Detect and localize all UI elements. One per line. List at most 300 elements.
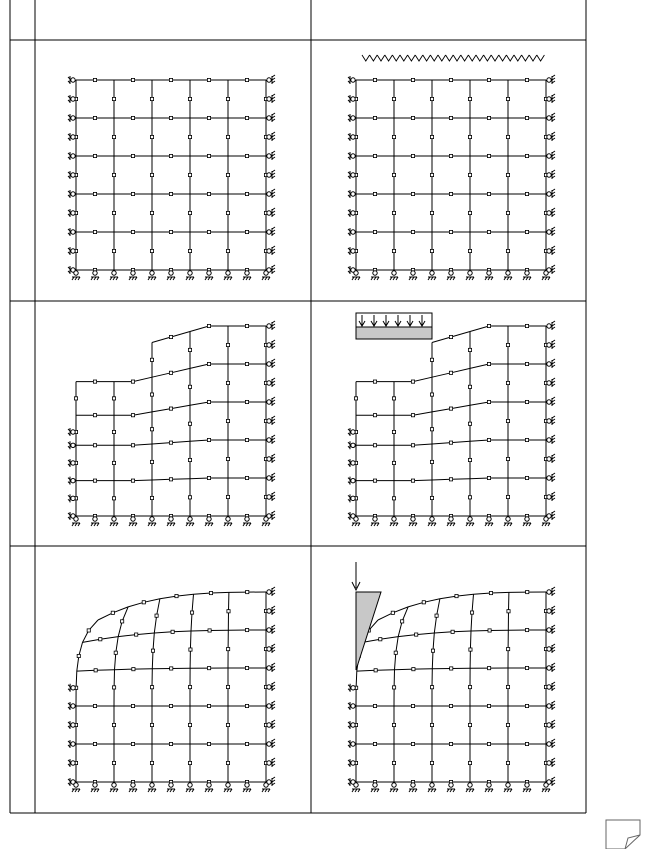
fixed-support-icon — [267, 400, 271, 404]
fixed-support-icon — [267, 628, 271, 632]
pin-support-icon — [264, 517, 268, 521]
mesh-node — [392, 211, 395, 214]
mesh-node — [373, 444, 376, 447]
pin-support-icon — [74, 271, 78, 275]
mesh-node — [245, 78, 248, 81]
mesh-node — [506, 457, 509, 460]
mesh-node — [392, 761, 395, 764]
roller-support-icon — [71, 116, 75, 120]
mesh-node — [392, 135, 395, 138]
mesh-node — [169, 154, 172, 157]
mesh-node — [449, 78, 452, 81]
mesh-node — [392, 497, 395, 500]
mesh-node — [99, 638, 102, 641]
mesh-node — [93, 704, 96, 707]
mesh-node — [169, 704, 172, 707]
mesh-node — [468, 173, 471, 176]
figure-r3-right — [348, 562, 555, 792]
mesh-node — [245, 742, 248, 745]
roller-support-icon — [71, 461, 75, 465]
mesh-node — [207, 362, 210, 365]
pin-support-icon — [112, 783, 116, 787]
mesh-node — [112, 497, 115, 500]
pin-support-icon — [245, 271, 249, 275]
fixed-support-icon — [547, 78, 551, 82]
pin-support-icon — [112, 271, 116, 275]
mesh-node — [526, 590, 529, 593]
mesh-node — [93, 116, 96, 119]
fixed-support-icon — [547, 742, 551, 746]
figure-r1-right — [348, 55, 555, 280]
pin-support-icon — [226, 517, 230, 521]
nodes — [74, 324, 267, 517]
pin-support-icon — [449, 517, 453, 521]
load-arrow-icon — [362, 55, 370, 61]
pin-support-icon — [150, 517, 154, 521]
pin-support-icon — [131, 783, 135, 787]
mesh-node — [449, 441, 452, 444]
load-arrow-icon — [430, 55, 438, 61]
mesh-node — [392, 249, 395, 252]
mesh-node — [169, 441, 172, 444]
mesh-node — [245, 324, 248, 327]
mesh-node — [245, 230, 248, 233]
mesh-node — [112, 686, 115, 689]
mesh-node — [487, 78, 490, 81]
mesh-node — [226, 419, 229, 422]
mesh-node — [169, 335, 172, 338]
mesh-node — [506, 495, 509, 498]
mesh-node — [227, 647, 230, 650]
mesh-node — [455, 594, 458, 597]
roller-support-icon — [71, 443, 75, 447]
mesh-node — [430, 135, 433, 138]
mesh-node — [112, 97, 115, 100]
mesh-node — [131, 230, 134, 233]
mesh-node — [468, 249, 471, 252]
fixed-support-icon — [547, 343, 551, 347]
mesh-node — [525, 628, 528, 631]
mesh-node — [245, 438, 248, 441]
roller-support-icon — [71, 135, 75, 139]
mesh-node — [488, 629, 491, 632]
pin-support-icon — [449, 271, 453, 275]
fixed-support-icon — [547, 249, 551, 253]
fixed-support-icon — [547, 438, 551, 442]
mesh-node — [245, 116, 248, 119]
mesh-node — [227, 610, 230, 613]
mesh-node — [112, 211, 115, 214]
mesh-node — [506, 135, 509, 138]
fixed-support-icon — [267, 476, 271, 480]
mesh-node — [487, 476, 490, 479]
mesh-node — [93, 154, 96, 157]
pin-support-icon — [373, 517, 377, 521]
pin-support-icon — [354, 783, 358, 787]
mesh-node — [411, 479, 414, 482]
roller-support-icon — [351, 116, 355, 120]
fixed-support-icon — [547, 230, 551, 234]
pin-support-icon — [468, 271, 472, 275]
mesh-node — [507, 647, 510, 650]
mesh-node — [373, 230, 376, 233]
mesh-node — [468, 385, 471, 388]
mesh-node — [507, 610, 510, 613]
pin-support-icon — [392, 783, 396, 787]
roller-support-icon — [71, 78, 75, 82]
mesh-node — [451, 630, 454, 633]
fixed-support-icon — [547, 419, 551, 423]
surcharge-block — [356, 313, 432, 339]
mesh-node — [87, 629, 90, 632]
mesh-node — [449, 704, 452, 707]
pin-support-icon — [207, 517, 211, 521]
roller-support-icon — [351, 430, 355, 434]
pin-support-icon — [544, 783, 548, 787]
mesh-node — [188, 348, 191, 351]
mesh-node — [169, 478, 172, 481]
mesh-node — [449, 192, 452, 195]
mesh-node — [411, 380, 414, 383]
mesh-node — [415, 633, 418, 636]
mesh-node — [245, 192, 248, 195]
roller-support-icon — [351, 249, 355, 253]
mesh-node — [449, 230, 452, 233]
supports — [68, 587, 275, 792]
pin-support-icon — [354, 517, 358, 521]
mesh-node — [74, 397, 77, 400]
fixed-support-icon — [267, 419, 271, 423]
mesh-col-line — [432, 599, 440, 782]
roller-support-icon — [351, 211, 355, 215]
mesh-node — [77, 654, 80, 657]
supports — [348, 321, 555, 526]
roller-support-icon — [351, 704, 355, 708]
supports — [348, 75, 555, 280]
mesh-node — [487, 230, 490, 233]
mesh-node — [449, 335, 452, 338]
mesh-node — [487, 154, 490, 157]
mesh-node — [525, 476, 528, 479]
mesh-node — [207, 400, 210, 403]
mesh-node — [121, 620, 124, 623]
mesh-node — [111, 611, 114, 614]
pin-support-icon — [93, 271, 97, 275]
mesh-node — [392, 461, 395, 464]
pin-support-icon — [392, 271, 396, 275]
mesh-node — [449, 371, 452, 374]
pin-support-icon — [373, 783, 377, 787]
mesh-node — [112, 249, 115, 252]
fixed-support-icon — [267, 438, 271, 442]
mesh-node — [169, 742, 172, 745]
mesh-node — [207, 230, 210, 233]
pin-support-icon — [264, 271, 268, 275]
mesh-node — [226, 457, 229, 460]
load-triangle — [356, 592, 381, 670]
mesh-col-line — [152, 599, 160, 782]
fixed-support-icon — [267, 192, 271, 196]
roller-support-icon — [351, 742, 355, 746]
pin-support-icon — [544, 517, 548, 521]
load-arrow-icon — [491, 55, 499, 61]
mesh-node — [150, 249, 153, 252]
mesh-node — [411, 444, 414, 447]
fixed-support-icon — [267, 362, 271, 366]
mesh-node — [449, 154, 452, 157]
pin-support-icon — [188, 517, 192, 521]
mesh-node — [112, 461, 115, 464]
mesh-node — [431, 649, 434, 652]
load-arrow-icon — [484, 55, 492, 61]
mesh-node — [506, 173, 509, 176]
mesh-node — [169, 78, 172, 81]
mesh-node — [487, 192, 490, 195]
mesh-node — [411, 78, 414, 81]
roller-support-icon — [351, 478, 355, 482]
mesh-node — [208, 629, 211, 632]
mesh-node — [169, 192, 172, 195]
fixed-support-icon — [267, 666, 271, 670]
mesh-node — [411, 230, 414, 233]
mesh-node — [226, 685, 229, 688]
mesh-node — [226, 97, 229, 100]
fixed-support-icon — [547, 761, 551, 765]
pin-support-icon — [74, 517, 78, 521]
mesh-node — [469, 648, 472, 651]
pin-support-icon — [150, 783, 154, 787]
fixed-support-icon — [267, 97, 271, 101]
mesh — [356, 592, 546, 782]
fixed-support-icon — [267, 173, 271, 177]
mesh-node — [131, 742, 134, 745]
pin-support-icon — [430, 517, 434, 521]
mesh-node — [131, 154, 134, 157]
mesh-node — [150, 460, 153, 463]
load-arrow-icon — [514, 55, 522, 61]
mesh-node — [373, 704, 376, 707]
roller-support-icon — [351, 461, 355, 465]
mesh-node — [373, 414, 376, 417]
mesh-node — [245, 400, 248, 403]
mesh-node — [468, 348, 471, 351]
mesh-row-line — [98, 592, 266, 620]
mesh-node — [188, 723, 191, 726]
mesh-node — [207, 154, 210, 157]
mesh-node — [207, 192, 210, 195]
roller-support-icon — [71, 230, 75, 234]
mesh-node — [401, 620, 404, 623]
mesh-node — [525, 362, 528, 365]
nodes — [354, 590, 547, 783]
mesh-node — [207, 704, 210, 707]
mesh-node — [379, 638, 382, 641]
mesh-node — [245, 704, 248, 707]
mesh-node — [93, 192, 96, 195]
mesh-node — [373, 479, 376, 482]
mesh-node — [392, 430, 395, 433]
mesh-node — [94, 669, 97, 672]
load-arrow-icon — [415, 55, 423, 61]
roller-support-icon — [71, 192, 75, 196]
load-arrow-icon — [499, 55, 507, 61]
mesh-node — [468, 135, 471, 138]
mesh-node — [170, 667, 173, 670]
mesh-node — [354, 397, 357, 400]
load-arrow-icon — [522, 55, 530, 61]
mesh-node — [245, 628, 248, 631]
mesh-node — [226, 343, 229, 346]
mesh-node — [430, 173, 433, 176]
roller-support-icon — [71, 761, 75, 765]
mesh-node — [525, 324, 528, 327]
mesh-node — [245, 666, 248, 669]
mesh-node — [411, 192, 414, 195]
roller-support-icon — [351, 496, 355, 500]
pin-support-icon — [188, 783, 192, 787]
figure-r1-left — [68, 75, 275, 280]
mesh-node — [150, 686, 153, 689]
fixed-support-icon — [547, 362, 551, 366]
mesh-node — [169, 116, 172, 119]
fixed-support-icon — [547, 609, 551, 613]
mesh-node — [169, 230, 172, 233]
mesh-node — [470, 611, 473, 614]
fixed-support-icon — [547, 400, 551, 404]
mesh-node — [411, 154, 414, 157]
mesh-node — [468, 97, 471, 100]
fixed-support-icon — [267, 249, 271, 253]
mesh-node — [93, 414, 96, 417]
pin-support-icon — [411, 783, 415, 787]
mesh-node — [131, 78, 134, 81]
pin-support-icon — [131, 271, 135, 275]
fixed-support-icon — [547, 704, 551, 708]
roller-support-icon — [351, 230, 355, 234]
mesh-row-line — [152, 326, 266, 343]
mesh — [76, 326, 266, 516]
mesh-node — [487, 667, 490, 670]
pin-support-icon — [226, 271, 230, 275]
mesh-node — [131, 704, 134, 707]
load-arrow-icon — [370, 55, 378, 61]
pin-support-icon — [487, 783, 491, 787]
mesh-node — [188, 135, 191, 138]
mesh — [356, 80, 546, 270]
mesh-col-line — [76, 620, 98, 782]
pin-support-icon — [188, 271, 192, 275]
fixed-support-icon — [267, 495, 271, 499]
mesh-node — [525, 438, 528, 441]
mesh-node — [171, 630, 174, 633]
mesh-node — [207, 438, 210, 441]
mesh-node — [487, 704, 490, 707]
mesh-node — [131, 380, 134, 383]
mesh-node — [487, 400, 490, 403]
mesh-node — [169, 407, 172, 410]
mesh-node — [131, 116, 134, 119]
mesh-node — [150, 393, 153, 396]
figure-table-frame — [10, 0, 586, 813]
mesh-node — [150, 173, 153, 176]
mesh-node — [487, 116, 490, 119]
mesh-node — [487, 324, 490, 327]
load-arrow-icon — [408, 55, 416, 61]
roller-support-icon — [351, 723, 355, 727]
mesh-node — [525, 666, 528, 669]
pin-support-icon — [487, 517, 491, 521]
mesh-node — [525, 742, 528, 745]
fixed-support-icon — [267, 457, 271, 461]
mesh-node — [525, 116, 528, 119]
fixed-support-icon — [547, 590, 551, 594]
roller-support-icon — [351, 192, 355, 196]
mesh-node — [487, 742, 490, 745]
fixed-support-icon — [547, 666, 551, 670]
pin-support-icon — [74, 783, 78, 787]
pin-support-icon — [468, 783, 472, 787]
mesh-node — [430, 211, 433, 214]
pin-support-icon — [245, 783, 249, 787]
mesh-node — [93, 742, 96, 745]
mesh-node — [430, 723, 433, 726]
mesh-node — [468, 211, 471, 214]
pin-support-icon — [525, 783, 529, 787]
fixed-support-icon — [547, 647, 551, 651]
mesh-node — [373, 192, 376, 195]
fixed-support-icon — [547, 154, 551, 158]
pin-support-icon — [207, 783, 211, 787]
mesh-node — [169, 371, 172, 374]
mesh-node — [430, 761, 433, 764]
mesh-col-line — [394, 607, 408, 782]
mesh-node — [207, 742, 210, 745]
mesh-node — [422, 601, 425, 604]
mesh-node — [411, 414, 414, 417]
mesh-node — [392, 173, 395, 176]
pin-support-icon — [131, 517, 135, 521]
mesh-node — [411, 704, 414, 707]
pin-support-icon — [449, 783, 453, 787]
mesh-node — [411, 742, 414, 745]
mesh-node — [392, 723, 395, 726]
mesh-node — [487, 438, 490, 441]
mesh-node — [175, 594, 178, 597]
pin-support-icon — [264, 783, 268, 787]
mesh-node — [150, 723, 153, 726]
mesh-node — [189, 648, 192, 651]
pin-support-icon — [93, 517, 97, 521]
mesh-node — [150, 135, 153, 138]
mesh-node — [245, 362, 248, 365]
mesh-node — [525, 704, 528, 707]
load-box — [356, 313, 432, 327]
mesh-node — [93, 230, 96, 233]
mesh-node — [487, 362, 490, 365]
mesh-node — [112, 135, 115, 138]
fixed-support-icon — [547, 723, 551, 727]
fixed-support-icon — [267, 230, 271, 234]
mesh-node — [449, 478, 452, 481]
fixed-support-icon — [267, 154, 271, 158]
mesh-node — [468, 685, 471, 688]
mesh-node — [525, 230, 528, 233]
mesh-node — [506, 761, 509, 764]
mesh-node — [525, 78, 528, 81]
mesh-node — [430, 496, 433, 499]
fixed-support-icon — [267, 324, 271, 328]
pin-support-icon — [169, 783, 173, 787]
